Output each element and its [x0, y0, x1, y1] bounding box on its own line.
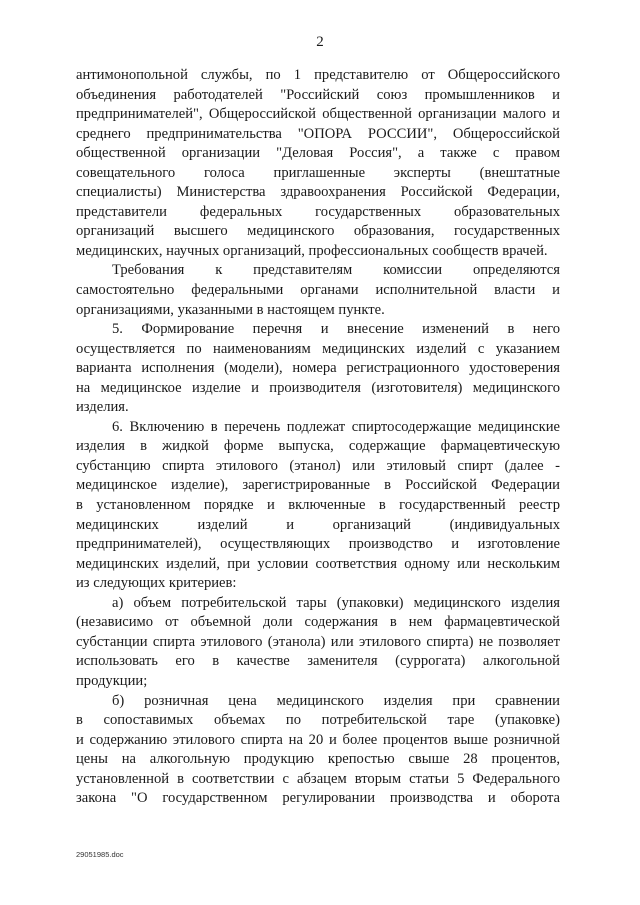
text-line: на медицинское изделие и производителя (изготовителя) медицинского: [76, 379, 560, 396]
text-line: продукции;: [76, 672, 148, 689]
text-line: субстанции спирта этилового (этанола) или этилового спирта) не позволяет: [76, 633, 560, 650]
text-line: б) розничная цена медицинского изделия при сравнении: [112, 692, 560, 709]
text-line: медицинских, научных организаций, профессиональных сообществ врачей.: [76, 242, 548, 259]
document-body: [76, 66, 560, 809]
text-line: (независимо от объемной доли содержания в нем фармацевтической: [76, 614, 560, 631]
text-line: организаций высшего медицинского образования, государственных: [76, 223, 560, 240]
text-line: организациями, указанными в настоящем пункте.: [76, 301, 385, 318]
text-line: представители федеральных государственных образовательных: [76, 203, 560, 220]
text-line: общественной организации "Деловая Россия", а также с правом: [76, 145, 560, 162]
text-line: самостоятельно федеральными органами исполнительной власти и: [76, 282, 560, 299]
text-line: 6. Включению в перечень подлежат спиртосодержащие медицинские: [112, 418, 560, 435]
text-line: и содержанию этилового спирта на 20 и более процентов выше розничной: [76, 731, 560, 748]
text-line: закона "О государственном регулировании производства и оборота: [76, 790, 560, 807]
text-line: специалисты) Министерства здравоохранения Российской Федерации,: [76, 184, 560, 201]
text-line: антимонопольной службы, по 1 представителю от Общероссийского: [76, 67, 560, 83]
text-line: в установленном порядке и включенные в государственный реестр: [76, 497, 560, 514]
text-line: изделия в жидкой форме выпуска, содержащие фармацевтическую: [76, 438, 560, 455]
text-line: использовать его в качестве заменителя (суррогата) алкогольной: [76, 653, 560, 670]
text-line: медицинских изделий, при условии соответствия одному или нескольким: [76, 555, 560, 572]
text-line: изделия.: [76, 399, 129, 416]
text-line: Требования к представителям комиссии определяются: [112, 262, 560, 279]
text-line: среднего предпринимательства "ОПОРА РОССИИ", Общероссийской: [76, 125, 560, 142]
text-line: в сопоставимых объемах по потребительской таре (упаковке): [76, 712, 560, 729]
text-line: из следующих критериев:: [76, 575, 237, 592]
text-line: 5. Формирование перечня и внесение изменений в него: [112, 321, 560, 338]
text-line: а) объем потребительской тары (упаковки) медицинского изделия: [112, 594, 560, 611]
text-line: предпринимателей), осуществляющих производство и изготовление: [76, 536, 560, 553]
text-line: медицинское изделие), зарегистрированные в Российской Федерации: [76, 477, 560, 494]
text-line: цены на алкогольную продукцию крепостью свыше 28 процентов,: [76, 751, 560, 768]
page-number: 2: [316, 34, 324, 50]
text-line: медицинских изделий и организаций (индивидуальных: [76, 516, 560, 533]
text-line: установленной в соответствии с абзацем вторым статьи 5 Федерального: [76, 770, 560, 787]
text-line: субстанцию спирта этилового (этанол) или этиловый спирт (далее -: [76, 457, 560, 474]
text-line: предпринимателей", Общероссийской общественной организации малого и: [76, 106, 560, 123]
text-line: осуществляется по наименованиям медицинских изделий с указанием: [76, 340, 560, 357]
text-line: объединения работодателей "Российский союз промышленников и: [76, 86, 560, 103]
text-line: совещательного голоса приглашенные эксперты (внештатные: [76, 164, 560, 181]
text-line: варианта исполнения (модели), номера регистрационного удостоверения: [76, 360, 560, 377]
document-file-code: 29051985.doc: [76, 850, 124, 859]
